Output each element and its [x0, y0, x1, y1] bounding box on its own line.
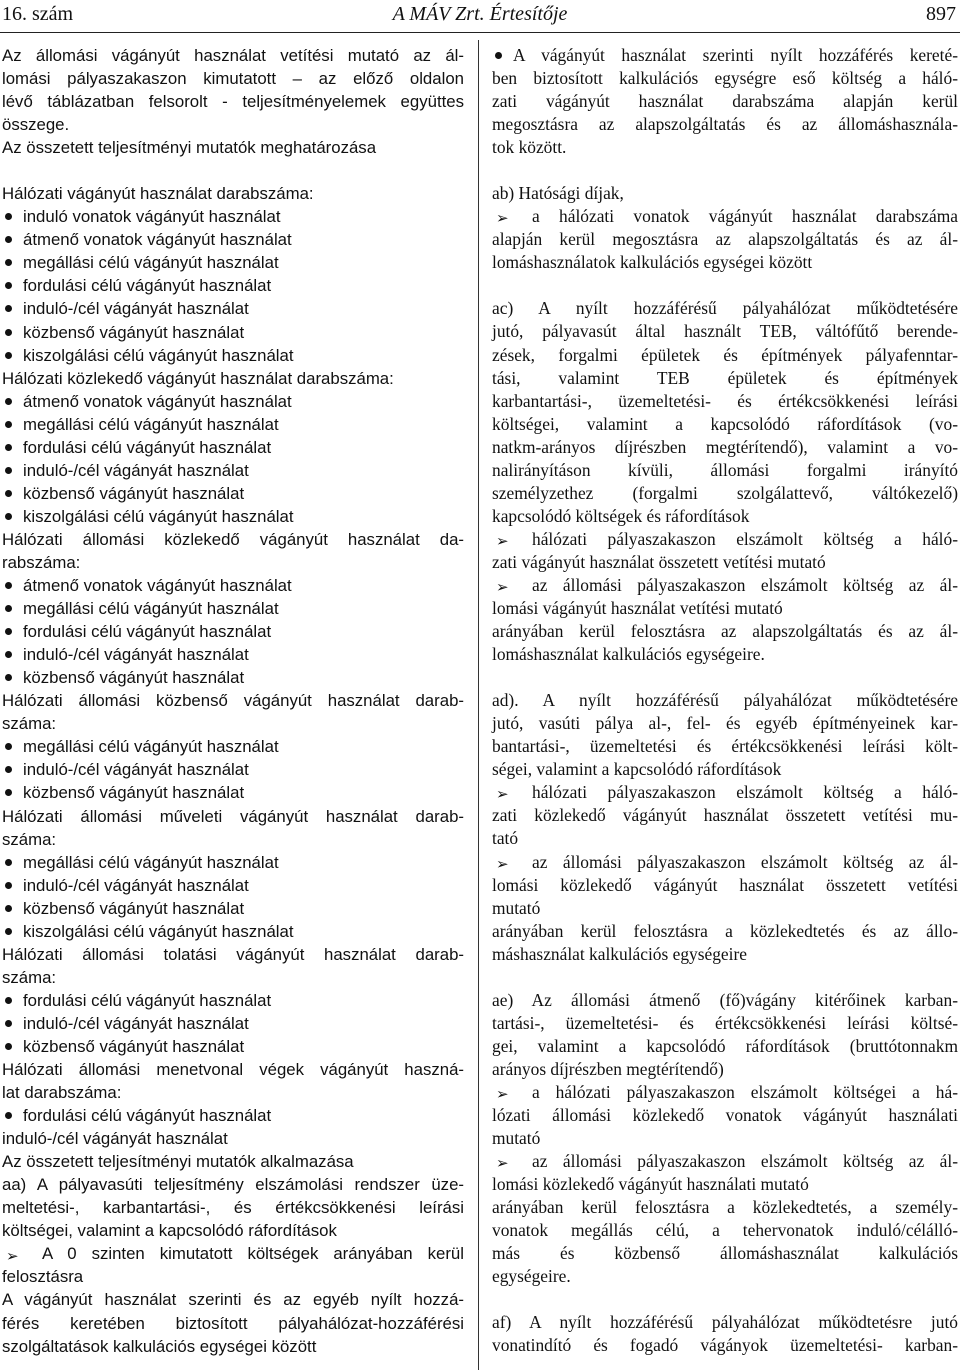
- issue-number: 16. szám: [2, 3, 74, 25]
- list-item: átmenő vonatok vágányút használat: [2, 574, 464, 597]
- list-item: induló vonatok vágányút használat: [2, 205, 464, 228]
- list-item: megállási célú vágányút használat: [2, 251, 464, 274]
- bullet-icon: [5, 882, 12, 889]
- arrow-item-cont: felosztásra: [2, 1267, 84, 1287]
- application-heading: Az összetett teljesítményi mutatók alkalmazása: [2, 1152, 354, 1172]
- text-line: af) A nyílt hozzáférésű pályahálózat működtetésre jutó: [492, 1312, 958, 1333]
- text-line: arányos díjrészben megtérítendő): [492, 1058, 724, 1079]
- bullet-icon: [5, 490, 12, 497]
- bullet-icon: [5, 674, 12, 681]
- bullet-icon: [5, 1112, 12, 1119]
- list-item: átmenő vonatok vágányút használat: [2, 390, 464, 413]
- bullet-icon: [5, 789, 12, 796]
- arrow-icon: ➢: [6, 1248, 19, 1266]
- text-line: ac) A nyílt hozzáférésű pályahálózat működtetésére: [492, 298, 958, 319]
- publication-title: A MÁV Zrt. Értesítője: [392, 3, 568, 25]
- bullet-icon: [5, 928, 12, 935]
- bullet-icon: [5, 352, 12, 359]
- station-intermediate-heading: Hálózati állomási közbenső vágányút használat darab-: [2, 691, 464, 711]
- bullet-icon: [5, 905, 12, 912]
- bullet-icon: [5, 997, 12, 1004]
- text-line: arányában kerül felosztásra az alapszolgáltatás és az ál-: [492, 621, 958, 642]
- text-line: tató: [492, 828, 519, 849]
- page-number: 897: [926, 3, 956, 25]
- bullet-icon: [5, 605, 12, 612]
- aa-line: aa) A pályavasúti teljesítmény elszámolási rendszer üze-: [2, 1175, 464, 1195]
- list-item: fordulási célú vágányút használat: [2, 620, 464, 643]
- header-rule: [0, 32, 960, 33]
- station-shunting-heading: száma:: [2, 967, 57, 987]
- bullet-icon: [5, 582, 12, 589]
- list-item: átmenő vonatok vágányút használat: [2, 228, 464, 251]
- text-line: tási, valamint TEB épületek és építmények: [492, 367, 958, 388]
- text-line: zati vágányút használat darabszáma alapján kerül: [492, 91, 958, 112]
- page-header: [0, 0, 960, 30]
- station-traffic-heading: Hálózati állomási közlekedő vágányút használat da-: [2, 529, 464, 549]
- intro-line: összege.: [2, 115, 70, 135]
- list-item: közbenső vágányút használat: [2, 781, 464, 804]
- text-line: költségei, valamint a kapcsolódó ráfordítások (vo-: [492, 413, 958, 434]
- station-operational-heading: Hálózati állomási műveleti vágányút használat darab-: [2, 806, 464, 826]
- arrow-icon: ➢: [496, 1086, 509, 1103]
- text-line: mutató: [492, 1128, 541, 1149]
- station-traffic-heading: rabszáma:: [2, 552, 81, 572]
- list-item: induló-/cél vágányát használat: [2, 874, 464, 897]
- bullet-icon: [5, 421, 12, 428]
- network-count-heading: Hálózati vágányút használat darabszáma:: [2, 184, 314, 204]
- tail-line: A vágányút használat szerinti és az egyéb nyílt hozzá-: [2, 1290, 464, 1310]
- arrow-item: ➢ a hálózati vonatok vágányút használat darabszáma: [492, 205, 958, 228]
- ab-heading: ab) Hatósági díjak,: [492, 183, 624, 204]
- list-item: fordulási célú vágányút használat: [2, 274, 464, 297]
- bullet-icon: [5, 743, 12, 750]
- arrow-item: ➢ hálózati pályaszakaszon elszámolt költség a háló-: [492, 528, 958, 551]
- composite-heading: Az összetett teljesítményi mutatók meghatározása: [2, 138, 377, 158]
- right-column: [492, 44, 958, 1357]
- text-line: bantartási-, üzemeltetési és értékcsökkenési leírási költ-: [492, 736, 958, 757]
- traffic-heading: Hálózati közlekedő vágányút használat darabszáma:: [2, 368, 394, 388]
- arrow-item: ➢ az állomási pályaszakaszon elszámolt költség az ál-: [492, 1150, 958, 1173]
- text-line: zati vágányút használat összetett vetítési mutató: [492, 551, 826, 572]
- list-item: megállási célú vágányút használat: [2, 851, 464, 874]
- list-item: fordulási célú vágányút használat: [2, 436, 464, 459]
- text-line: lózati állomási közlekedő vonatok vágányút használati: [492, 1104, 958, 1125]
- text-line: tartási-, üzemeltetési- és értékcsökkenési leírási költsé-: [492, 1012, 958, 1033]
- arrow-item: ➢ az állomási pályaszakaszon elszámolt költség az ál-: [492, 574, 958, 597]
- list-item: közbenső vágányút használat: [2, 666, 464, 689]
- aa-line: meltetési-, karbantartási-, és értékcsökkenési leírási: [2, 1198, 464, 1218]
- text-line: jutó, vasúti pálya al-, fel- és egyéb építményeinek kar-: [492, 713, 958, 734]
- text-line: zati közlekedő vágányút használat összetett vetítési mu-: [492, 805, 958, 826]
- intro-line: lévő táblázatban felsorolt - teljesítményelemek együttes: [2, 92, 464, 112]
- arrow-icon: ➢: [496, 211, 509, 228]
- text-line: gei, valamint a kapcsolódó ráfordítások (bruttótonnakm: [492, 1035, 958, 1056]
- list-item: induló-/cél vágányát használat: [2, 1012, 464, 1035]
- bullet-icon: [5, 398, 12, 405]
- list-item: A vágányút használat szerinti nyílt hozzáférés kereté-: [492, 44, 958, 67]
- route-end-heading: lat darabszáma:: [2, 1083, 122, 1103]
- station-intermediate-heading: száma:: [2, 714, 57, 734]
- list-item: induló-/cél vágányát használat: [2, 758, 464, 781]
- arrow-icon: ➢: [496, 579, 509, 596]
- bullet-icon: [5, 467, 12, 474]
- list-item: megállási célú vágányút használat: [2, 413, 464, 436]
- text-line: ae) Az állomási átmenő (fő)vágány kitérőinek karban-: [492, 989, 958, 1010]
- text-line: máshasználat kalkulációs egységeire: [492, 943, 747, 964]
- text-line: vonatindító és fogadó vágányok üzemeltetési- karban-: [492, 1335, 958, 1356]
- bullet-icon: [5, 766, 12, 773]
- route-end-plain: induló-/cél vágányát használat: [2, 1129, 228, 1149]
- text-line: egységeire.: [492, 1266, 571, 1287]
- bullet-icon: [5, 213, 12, 220]
- bullet-icon: [5, 259, 12, 266]
- aa-line: költségei, valamint a kapcsolódó ráfordítások: [2, 1221, 337, 1241]
- text-line: lomáshasználat kalkulációs egységeire.: [492, 644, 765, 665]
- tail-line: szolgáltatások kalkulációs egységei között: [2, 1336, 317, 1356]
- list-item: közbenső vágányút használat: [2, 321, 464, 344]
- text-line: arányában kerül felosztásra a közlekedtetés, a személy-: [492, 1197, 958, 1218]
- list-item: kiszolgálási célú vágányút használat: [2, 505, 464, 528]
- text-line: karbantartási-, üzemeltetési- és értékcsökkenési leírási: [492, 390, 958, 411]
- list-item: közbenső vágányút használat: [2, 1035, 464, 1058]
- list-item: induló-/cél vágányát használat: [2, 459, 464, 482]
- list-item: kiszolgálási célú vágányút használat: [2, 344, 464, 367]
- left-column: [2, 44, 464, 1358]
- bullet-icon: [5, 1043, 12, 1050]
- intro-line: Az állomási vágányút használat vetítési mutató az ál-: [2, 46, 464, 65]
- text-line: megosztásra az alapszolgáltatás és az állomáshasznála-: [492, 114, 958, 135]
- list-item: kiszolgálási célú vágányút használat: [2, 920, 464, 943]
- list-item: fordulási célú vágányút használat: [2, 1104, 464, 1127]
- text-line: lomási közlekedő vágányút használat összetett vetítési: [492, 874, 958, 895]
- bullet-icon: [5, 282, 12, 289]
- list-item: közbenső vágányút használat: [2, 482, 464, 505]
- text-line: nalirányításon kívüli, állomási forgalmi irányító: [492, 459, 958, 480]
- bullet-icon: [5, 444, 12, 451]
- arrow-icon: ➢: [496, 856, 509, 873]
- list-item: közbenső vágányút használat: [2, 897, 464, 920]
- text-line: vonatok megállás célú, a tehervonatok induló/célálló-: [492, 1220, 958, 1241]
- bullet-icon: [5, 329, 12, 336]
- text-line: lomáshasználatok kalkulációs egységei között: [492, 252, 813, 273]
- bullet-icon: [495, 52, 502, 59]
- arrow-icon: ➢: [496, 533, 509, 550]
- text-line: arányában kerül felosztásra a közlekedtetés és az állo-: [492, 920, 958, 941]
- text-line: kapcsolódó költségek és ráfordítások: [492, 505, 750, 526]
- text-line: lomási közlekedő vágányút használati mutató: [492, 1174, 809, 1195]
- list-item: induló-/cél vágányát használat: [2, 297, 464, 320]
- arrow-item: ➢ A 0 szinten kimutatott költségek arányában kerül: [2, 1242, 464, 1265]
- text-line: lomási vágányút használat vetítési mutató: [492, 598, 783, 619]
- arrow-item: ➢ a hálózati pályaszakaszon elszámolt költségei a há-: [492, 1081, 958, 1104]
- column-divider: [478, 40, 479, 1370]
- tail-line: férés keretében biztosított pályahálózat-hozzáférési: [2, 1313, 464, 1333]
- station-operational-heading: száma:: [2, 829, 57, 849]
- arrow-icon: ➢: [496, 1156, 509, 1173]
- bullet-icon: [5, 513, 12, 520]
- bullet-icon: [5, 859, 12, 866]
- bullet-icon: [5, 236, 12, 243]
- text-line: zések, forgalmi épületek és építmények pályafenntar-: [492, 344, 958, 365]
- text-line: jutó, pályavasút által használt TEB, váltófűtő berende-: [492, 321, 958, 342]
- intro-line: lomási pályaszakaszon kimutatott – az előző oldalon: [2, 69, 464, 89]
- arrow-item: ➢ hálózati pályaszakaszon elszámolt költség a háló-: [492, 781, 958, 804]
- text-line: ben biztosított kalkulációs egységre eső költség a háló-: [492, 68, 958, 89]
- text-line: személyzethez (forgalmi szolgálattevő, váltókezelő): [492, 482, 958, 503]
- list-item: fordulási célú vágányút használat: [2, 989, 464, 1012]
- station-shunting-heading: Hálózati állomási tolatási vágányút használat darab-: [2, 944, 464, 964]
- text-line: ad). A nyílt hozzáférésű pályahálózat működtetésére: [492, 690, 958, 711]
- bullet-icon: [5, 628, 12, 635]
- bullet-icon: [5, 651, 12, 658]
- text-line: natkm-arányos díjrészben megtérítendő), valamint a vo-: [492, 436, 958, 457]
- route-end-heading: Hálózati állomási menetvonal végek vágányút haszná-: [2, 1060, 464, 1080]
- list-item: megállási célú vágányút használat: [2, 735, 464, 758]
- list-item: induló-/cél vágányát használat: [2, 643, 464, 666]
- text-line: más és közbenső állomáshasználat kalkulációs: [492, 1243, 958, 1264]
- text-line: ségei, valamint a kapcsolódó ráfordítások: [492, 759, 782, 780]
- arrow-icon: ➢: [496, 787, 509, 804]
- bullet-icon: [5, 305, 12, 312]
- bullet-icon: [5, 1020, 12, 1027]
- text-line: mutató: [492, 897, 541, 918]
- text-line: alapján kerül megosztásra az alapszolgáltatás és az ál-: [492, 229, 958, 250]
- text-line: tok között.: [492, 137, 567, 158]
- arrow-item: ➢ az állomási pályaszakaszon elszámolt költség az ál-: [492, 851, 958, 874]
- list-item: megállási célú vágányút használat: [2, 597, 464, 620]
